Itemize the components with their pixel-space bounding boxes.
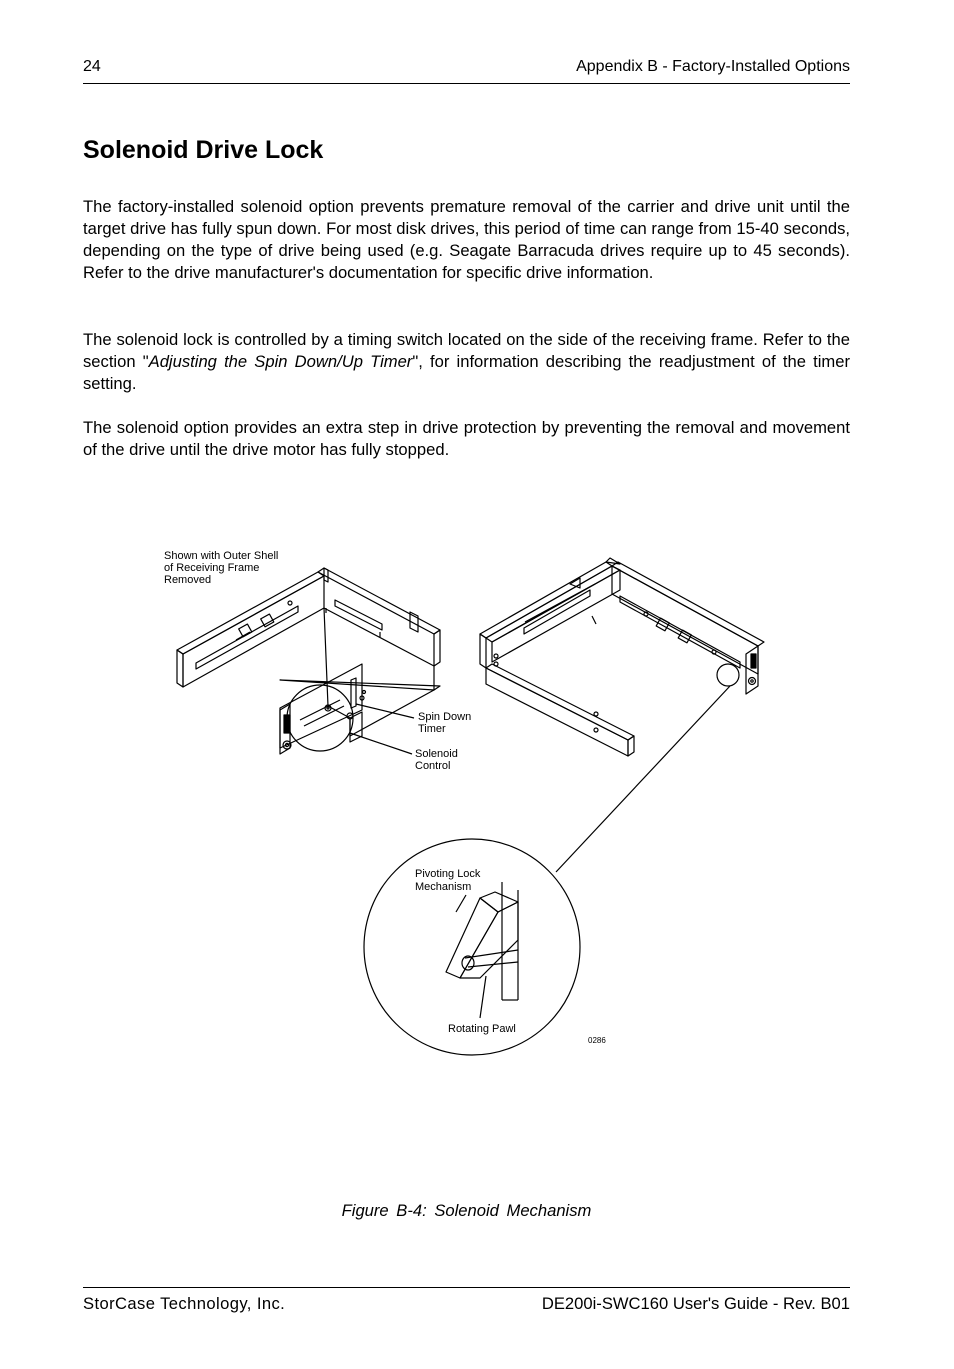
note-line-2: of Receiving Frame — [164, 562, 260, 574]
figure-caption: Figure B-4: Solenoid Mechanism — [341, 1201, 592, 1220]
section-title: Appendix B - Factory-Installed Options — [576, 58, 850, 75]
figure-code: 0286 — [588, 1036, 606, 1045]
pawl-label: Rotating Pawl — [448, 1023, 516, 1035]
paragraph-2-start: The solenoid lock is controlled by a timing switch located on the side of the receiving frame. Refer to the section " — [83, 330, 850, 371]
section-reference: Adjusting the Spin Down/Up Timer — [148, 352, 413, 371]
left-receiving-frame — [177, 568, 440, 754]
note-line-1: Shown with Outer Shell — [164, 550, 279, 562]
paragraph-2 — [83, 329, 850, 395]
paragraph-2-end: ", for information describing the readjustment of the timer setting. — [83, 352, 851, 393]
page-number: 24 — [83, 58, 101, 75]
pivot-lock-zoom-circle — [717, 664, 739, 686]
solenoid-label-line-2: Control — [415, 760, 451, 772]
spin-down-label-line-1: Spin Down — [418, 711, 472, 723]
right-receiving-frame — [480, 558, 764, 756]
spin-down-label-line-2: Timer — [418, 723, 446, 735]
footer-document-title: DE200i-SWC160 User's Guide - Rev. B01 — [541, 1294, 850, 1313]
solenoid-label-line-1: Solenoid — [415, 748, 458, 760]
footer-company: StorCase Technology, Inc. — [83, 1294, 286, 1313]
header-rule — [83, 83, 850, 84]
paragraph-3: The solenoid option provides an extra step in drive protection by preventing the removal and movement of the drive until the drive motor has fully stopped. — [83, 418, 850, 459]
pivot-label-line-1: Pivoting Lock — [415, 868, 481, 880]
page-heading: Solenoid Drive Lock — [83, 136, 324, 164]
pivoting-lock-mechanism — [446, 882, 518, 1000]
pivot-label-line-2: Mechanism — [415, 881, 472, 893]
footer-rule — [83, 1287, 850, 1288]
paragraph-1: The factory-installed solenoid option prevents premature removal of the carrier and drive unit until the target drive has fully spun down. For most disk drives, this period of time can range from 15-40 seconds, depending on the type of drive being used (e.g. Seagate Barracuda drives require up to 45 seconds). Refer to the drive manufacturer's documentation for specific drive information. — [83, 197, 850, 282]
solenoid-mechanism-figure — [150, 540, 790, 1070]
note-line-3: Removed — [164, 574, 212, 586]
page-header — [83, 58, 850, 80]
